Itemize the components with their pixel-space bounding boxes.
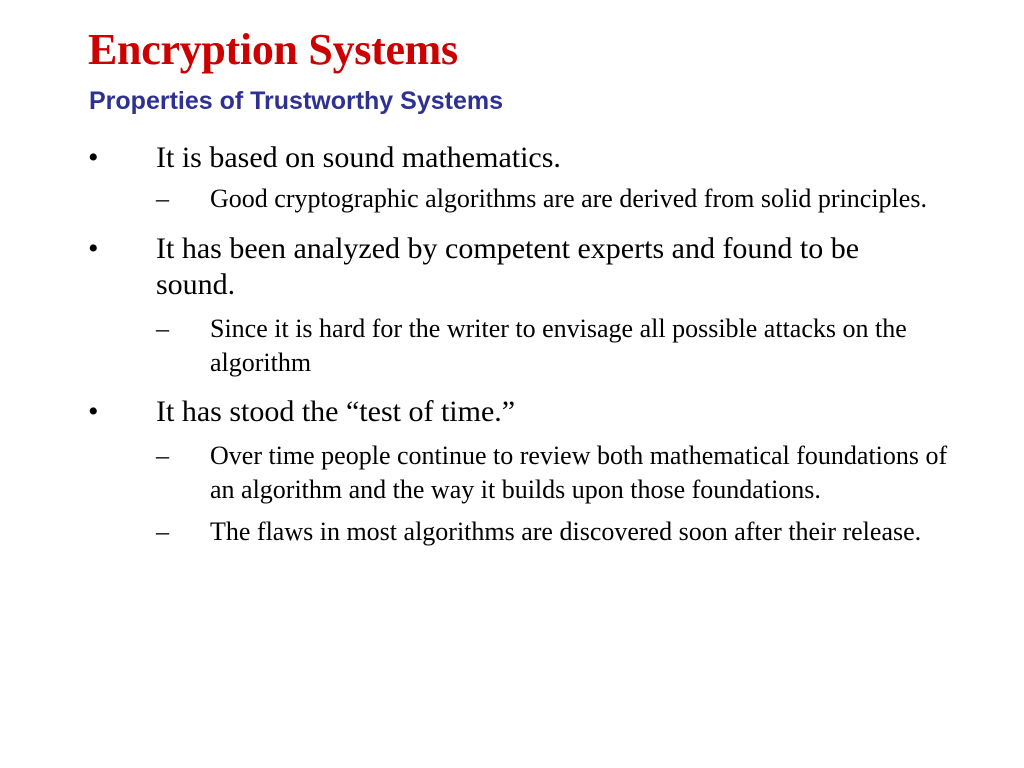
sub-bullet-item bbox=[86, 182, 965, 216]
slide-title: Encryption Systems bbox=[88, 25, 458, 74]
sub-bullet-item bbox=[86, 312, 965, 380]
sub-bullet-text: Since it is hard for the writer to envisage all possible attacks on the algorithm bbox=[210, 314, 907, 377]
bullet-text: It is based on sound mathematics. bbox=[156, 141, 561, 174]
sub-bullet-marker: – bbox=[156, 184, 169, 213]
bullet-item bbox=[86, 231, 896, 303]
bullet-marker: • bbox=[88, 232, 99, 265]
sub-bullet-text: Over time people continue to review both mathematical foundations of an algorithm and the way it builds upon those foundations. bbox=[210, 441, 948, 504]
sub-bullet-marker: – bbox=[156, 517, 169, 546]
bullet-text: It has been analyzed by competent experts and found to be sound. bbox=[156, 232, 860, 301]
sub-bullet-marker: – bbox=[156, 314, 169, 343]
sub-bullet-item bbox=[86, 515, 965, 549]
bullet-list bbox=[86, 134, 986, 549]
bullet-text: It has stood the “test of time.” bbox=[156, 395, 516, 428]
sub-bullet-text: Good cryptographic algorithms are are derived from solid principles. bbox=[210, 184, 927, 213]
bullet-item bbox=[86, 140, 896, 176]
bullet-marker: • bbox=[88, 395, 99, 428]
sub-bullet-item bbox=[86, 439, 965, 507]
bullet-marker: • bbox=[88, 141, 99, 174]
bullet-item bbox=[86, 394, 896, 430]
slide-subtitle: Properties of Trustworthy Systems bbox=[89, 87, 504, 115]
sub-bullet-text: The flaws in most algorithms are discovered soon after their release. bbox=[210, 517, 922, 546]
sub-bullet-marker: – bbox=[156, 441, 169, 470]
